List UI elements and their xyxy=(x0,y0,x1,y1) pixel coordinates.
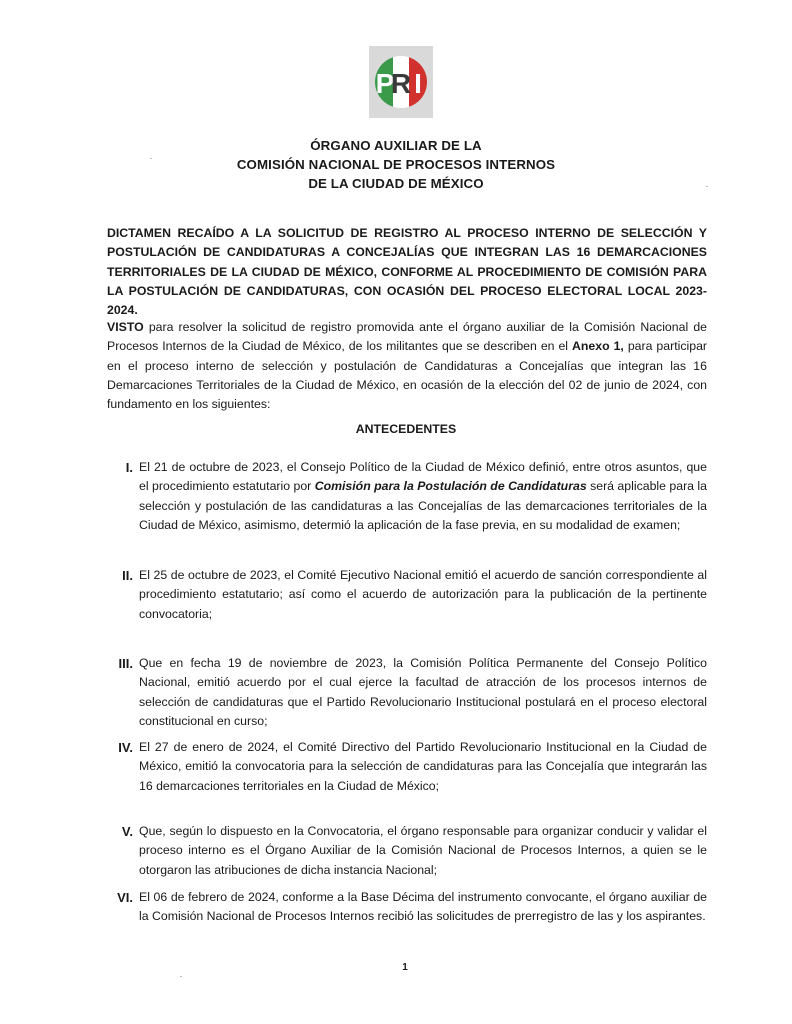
header-line-1: ÓRGANO AUXILIAR DE LA xyxy=(310,138,482,153)
page-number: 1 xyxy=(402,962,408,973)
item-text xyxy=(139,458,707,535)
pri-party-logo-icon xyxy=(372,51,430,113)
item-text-after: será aplicable para la selección y postulación de las candidaturas a las Concejalías de las demarcaciones territoriales de la Ciudad de México, asimismo, determió la aplicación de la fase previa, en su modalidad de examen; xyxy=(139,479,707,532)
item-number: I. xyxy=(125,460,133,475)
antecedentes-heading: ANTECEDENTES xyxy=(355,422,457,436)
item-number: V. xyxy=(121,824,133,839)
visto-part-2: para participar en el proceso interno de selección y postulación de Candidaturas a Concejalías que integran las 16 Demarcaciones Territoriales de la Ciudad de México, en ocasión de la elección del 02 de junio de 2024, con fundamento en los siguientes: xyxy=(107,339,708,412)
anexo-reference: Anexo 1, xyxy=(572,339,624,354)
item-text-before: El 21 de octubre de 2023, el Consejo Político de la Ciudad de México definió, entre otros asuntos, que el procedimiento estatutario por xyxy=(139,460,707,494)
header-line-2: COMISIÓN NACIONAL DE PROCESOS INTERNOS xyxy=(236,157,556,172)
item-text: Que, según lo dispuesto en la Convocatoria, el órgano responsable para organizar conducir y validar el proceso interno es el Órgano Auxiliar de la Comisión Nacional de Procesos Internos, a quien se le otorgaron las atribuciones de dicha instancia Nacional; xyxy=(139,824,707,877)
item-text: El 25 de octubre de 2023, el Comité Ejecutivo Nacional emitió el acuerdo de sanción correspondiente al procedimiento estatutario; así como el acuerdo de autorización para la publicación de la pertinente convocatoria; xyxy=(139,568,707,621)
item-number: III. xyxy=(118,656,133,671)
logo-letter-p: P xyxy=(375,68,395,99)
visto-part-1: para resolver la solicitud de registro promovida ante el órgano auxiliar de la Comisión Nacional de Procesos Internos de la Ciudad de México, de los militantes que se describen en el xyxy=(107,320,707,354)
item-text: El 06 de febrero de 2024, conforme a la Base Décima del instrumento convocante, el órgano auxiliar de la Comisión Nacional de Procesos Internos recibió las solicitudes de prerregistro de las y los aspirantes. xyxy=(139,890,707,924)
logo-letter-r: R xyxy=(390,68,412,99)
item-text: Que en fecha 19 de noviembre de 2023, la Comisión Política Permanente del Consejo Político Nacional, emitió acuerdo por el cual ejerce la facultad de atracción de los procesos internos de selección de candidaturas que el Partido Revolucionario Institucional postulará en el proceso electoral constitucional en curso; xyxy=(139,656,707,728)
header-line-3: DE LA CIUDAD DE MÉXICO xyxy=(308,176,484,191)
pri-logo xyxy=(369,46,433,118)
scan-speck xyxy=(180,976,182,977)
item-number: VI. xyxy=(117,890,133,905)
visto-lead: VISTO xyxy=(107,320,144,334)
item-text: El 27 de enero de 2024, el Comité Directivo del Partido Revolucionario Institucional en la Ciudad de México, emitió la convocatoria para la selección de candidaturas para las Concejalía que integrarán las 16 demarcaciones territoriales en la Ciudad de México; xyxy=(139,740,707,793)
item-number: II. xyxy=(122,568,133,583)
item-number: IV. xyxy=(118,740,133,755)
dictamen-title: DICTAMEN RECAÍDO A LA SOLICITUD DE REGISTRO AL PROCESO INTERNO DE SELECCIÓN Y POSTULACIÓN DE CANDIDATURAS A CONCEJALÍAS QUE INTEGRAN LAS 16 DEMARCACIONES TERRITORIALES DE LA CIUDAD DE MÉXICO, CONFORME AL PROCEDIMIENTO DE COMISIÓN PARA LA POSTULACIÓN DE CANDIDATURAS, CON OCASIÓN DEL PROCESO ELECTORAL LOCAL 2023-2024. xyxy=(107,226,707,318)
item-emphasis: Comisión para la Postulación de Candidaturas xyxy=(314,479,587,494)
logo-letter-i: I xyxy=(414,68,422,99)
visto-paragraph xyxy=(107,318,707,414)
scan-speck xyxy=(706,186,708,187)
scan-speck xyxy=(150,158,152,159)
